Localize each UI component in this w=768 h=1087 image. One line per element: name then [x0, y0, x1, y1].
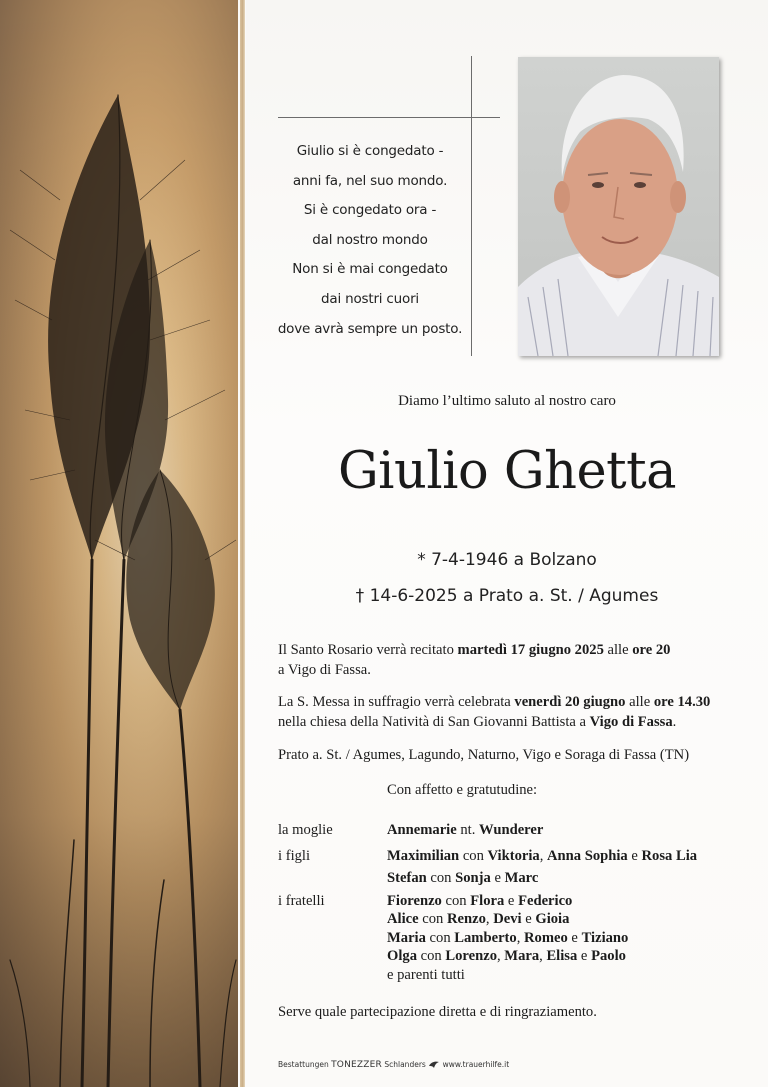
relative-connector: ,	[539, 848, 547, 864]
relative-connector: con	[459, 848, 488, 864]
messa-text: La S. Messa in suffragio verrà celebrata	[278, 694, 515, 710]
rosario-text: a Vigo di Fassa.	[278, 662, 371, 678]
family-row-fratelli	[387, 893, 572, 910]
relative-name: Alice	[387, 911, 419, 927]
relative-name: Tiziano	[581, 930, 629, 946]
relative-connector: e	[627, 848, 642, 864]
relative-name: Olga	[387, 948, 417, 964]
relative-name: Fiorenzo	[387, 893, 442, 909]
messa-time: ore 14.30	[653, 694, 711, 710]
relative-name: Stefan	[387, 870, 427, 886]
family-label-moglie: la moglie	[278, 822, 333, 838]
rosario-time: ore 20	[632, 642, 671, 658]
footer-brand: TONEZZER	[331, 1060, 382, 1070]
footer-credit	[278, 1060, 509, 1070]
rosario-text: Il Santo Rosario verrà recitato	[278, 642, 458, 658]
poem-line: dove avrà sempre un posto.	[277, 320, 463, 337]
relative-connector: con	[417, 948, 446, 964]
relative-connector: e	[521, 911, 536, 927]
rosario-paragraph	[278, 640, 748, 680]
cross-vertical	[471, 56, 472, 356]
poem-line: Giulio si è congedato -	[296, 143, 444, 159]
messa-place: Vigo di Fassa	[589, 714, 673, 730]
relative-connector: ,	[497, 948, 505, 964]
family-row-moglie	[387, 822, 543, 839]
poem-line: dai nostri cuori	[321, 290, 419, 307]
relative-name: Viktoria	[487, 848, 540, 864]
deceased-name: Giulio Ghetta	[337, 442, 677, 501]
poem-line: Non si è mai congedato	[292, 261, 448, 278]
relative-name: Marc	[504, 870, 539, 886]
footer-website: www.trauerhilfe.it	[440, 1060, 510, 1069]
rosario-text: alle	[603, 642, 633, 658]
relative-name: Flora	[470, 893, 505, 909]
relative-name: Mara	[504, 948, 540, 964]
relative-connector: con	[425, 930, 455, 946]
relative-name: Federico	[518, 893, 573, 909]
footer-text: Schlanders	[381, 1060, 426, 1069]
family-label-fratelli: i fratelli	[278, 893, 325, 909]
relative-connector: ,	[485, 911, 494, 927]
relative-connector: con	[426, 870, 456, 886]
relative-name: Annemarie	[387, 822, 457, 838]
relative-name: Lamberto	[454, 930, 517, 946]
relative-connector: e	[567, 930, 582, 946]
dove-logo-icon	[428, 1060, 440, 1070]
messa-text: alle	[625, 694, 654, 710]
family-row-figli	[387, 870, 538, 887]
relative-connector: con	[441, 893, 471, 909]
reed-silhouette-icon	[0, 0, 238, 1087]
relative-name: Renzo	[446, 911, 486, 927]
relative-connector: con	[418, 911, 447, 927]
relative-name: Paolo	[591, 948, 626, 964]
cross-horizontal	[278, 117, 500, 118]
portrait-photo	[518, 57, 719, 356]
affetto-text: Con affetto e gratutudine:	[387, 782, 538, 798]
birth-date: * 7-4-1946 a Bolzano	[417, 550, 597, 570]
places-text: Prato a. St. / Agumes, Lagundo, Naturno, Vigo e Soraga di Fassa (TN)	[278, 747, 690, 763]
relative-name: Maria	[387, 930, 426, 946]
relative-name: Rosa Lia	[641, 848, 698, 864]
relative-name: Anna Sophia	[547, 848, 628, 864]
relative-name: Wunderer	[479, 822, 544, 838]
death-date: † 14-6-2025 a Prato a. St. / Agumes	[355, 586, 659, 606]
poem	[270, 137, 470, 344]
relative-name: Sonja	[455, 870, 491, 886]
family-row-figli	[387, 848, 697, 865]
family-row-fratelli	[387, 930, 628, 947]
relative-name: Romeo	[524, 930, 568, 946]
closing-text: Serve quale partecipazione diretta e di ringraziamento.	[278, 1004, 597, 1020]
relative-connector: ,	[516, 930, 524, 946]
family-row-fratelli	[387, 948, 626, 965]
poem-line: dal nostro mondo	[312, 231, 428, 248]
rosario-date: martedì 17 giugno 2025	[457, 642, 604, 658]
messa-text: .	[672, 714, 677, 730]
family-row-parenti: e parenti tutti	[387, 967, 465, 983]
portrait-person-icon	[518, 57, 719, 356]
relative-name: Maximilian	[387, 848, 460, 864]
relative-connector: ,	[539, 948, 547, 964]
decorative-reed-panel	[0, 0, 238, 1087]
footer-text: Bestattungen	[278, 1060, 332, 1069]
poem-line: anni fa, nel suo mondo.	[292, 172, 448, 189]
relative-name: Devi	[493, 911, 522, 927]
relative-connector: nt.	[456, 822, 480, 838]
relative-connector: e	[504, 893, 519, 909]
relative-name: Gioia	[535, 911, 570, 927]
poem-line: Si è congedato ora -	[303, 202, 437, 219]
messa-text: nella chiesa della Natività di San Giovanni Battista a	[278, 714, 590, 730]
family-label-figli: i figli	[278, 848, 311, 864]
relative-connector: e	[577, 948, 592, 964]
messa-paragraph	[278, 692, 748, 732]
messa-date: venerdì 20 giugno	[514, 694, 626, 710]
relative-connector: e	[490, 870, 505, 886]
relative-name: Lorenzo	[445, 948, 497, 964]
intro-text: Diamo l’ultimo saluto al nostro caro	[398, 393, 616, 409]
relative-name: Elisa	[546, 948, 578, 964]
family-row-fratelli	[387, 911, 569, 928]
vertical-divider	[240, 0, 245, 1087]
